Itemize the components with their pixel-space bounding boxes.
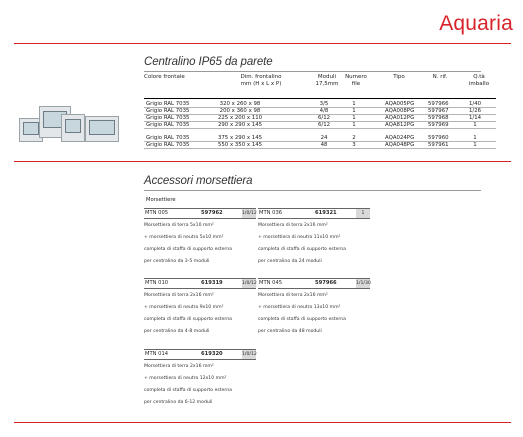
- header-moduli: Moduli 17,5mm: [315, 74, 339, 87]
- cell-qta: 1/40: [468, 101, 482, 107]
- cell-dim: 290 x 290 x 145: [217, 122, 263, 128]
- accessory-pack: 1/0/12: [242, 281, 257, 286]
- cell-file: 1: [352, 101, 356, 107]
- description-line: completa di staffa di supporto esterna: [144, 317, 232, 322]
- cell-moduli: 4/8: [319, 108, 329, 114]
- cell-colore: Grigio RAL 7035: [146, 108, 190, 114]
- cell-tipo: AQA012PG: [385, 115, 415, 121]
- accessory-item: [258, 208, 370, 264]
- description-line: per centralino da 4-8 moduli: [144, 329, 210, 334]
- accessory-header: [144, 208, 256, 219]
- accessory-code: MTN 010: [145, 280, 169, 286]
- cell-nrif: 597969: [428, 122, 449, 128]
- accessory-ref: 619320: [201, 351, 223, 357]
- description-line: completa di staffa di supporto esterna: [144, 388, 232, 393]
- cell-file: 1: [352, 122, 356, 128]
- cell-nrif: 597960: [428, 135, 449, 141]
- morsettiere-label: Morsettiere: [146, 197, 176, 203]
- cell-colore: Grigio RAL 7035: [146, 135, 190, 141]
- cell-nrif: 597968: [428, 115, 449, 121]
- cell-tipo: AQA812PG: [385, 122, 415, 128]
- section2-underline: [144, 190, 481, 191]
- accessory-description: [144, 364, 256, 405]
- cell-file: 1: [352, 115, 356, 121]
- accessory-code: MTN 014: [145, 351, 169, 357]
- header-nrif: N. rif.: [432, 74, 448, 80]
- row-rule: [144, 148, 496, 149]
- cell-file: 2: [352, 135, 356, 141]
- description-line: + morsettiera di neutro 9x10 mm²: [144, 305, 224, 310]
- accessory-item: [144, 349, 256, 405]
- header-qta: Q.tà imballo: [468, 74, 490, 87]
- row-rule: [144, 128, 496, 129]
- accessory-pack: 1/0/12: [242, 211, 257, 216]
- accessory-header: [258, 278, 370, 289]
- description-line: Morsettiera di terra 2x16 mm²: [258, 293, 328, 298]
- cell-moduli: 3/5: [319, 101, 329, 107]
- brand-logo: Aquaria: [439, 12, 513, 35]
- description-line: per centralino da 48 moduli: [258, 329, 322, 334]
- description-line: Morsettiera di terra 2x16 mm²: [144, 293, 214, 298]
- description-line: per centralino da 6-12 moduli: [144, 400, 213, 405]
- accessory-ref: 597962: [201, 210, 223, 216]
- accessory-header: [258, 208, 370, 219]
- accessory-header: [144, 349, 256, 360]
- cell-moduli: 24: [320, 135, 328, 141]
- header-rule: [144, 98, 496, 99]
- accessory-description: [144, 293, 256, 334]
- accessory-header: [144, 278, 256, 289]
- accessory-ref: 619319: [201, 280, 223, 286]
- cell-moduli: 48: [320, 142, 328, 148]
- cell-tipo: AQA005PG: [385, 101, 415, 107]
- cell-nrif: 597966: [428, 101, 449, 107]
- description-line: Morsettiera di terra 2x16 mm²: [144, 364, 214, 369]
- accessory-code: MTN 036: [259, 210, 283, 216]
- description-line: completa di staffa di supporto esterna: [258, 317, 346, 322]
- header-dim: Dim. frontalino mm (H x L x P): [240, 74, 282, 87]
- section-title-underline: [144, 71, 481, 72]
- section-title-centralino: Centralino IP65 da parete: [144, 56, 273, 68]
- accessory-code: MTN 005: [145, 210, 169, 216]
- cell-dim: 550 x 350 x 145: [217, 142, 263, 148]
- cell-dim: 375 x 290 x 145: [217, 135, 263, 141]
- accessory-item: [258, 278, 370, 334]
- description-line: + morsettiera di neutro 13x10 mm²: [258, 305, 341, 310]
- cell-dim: 225 x 200 x 110: [217, 115, 263, 121]
- cell-qta: 1: [473, 135, 477, 141]
- cell-dim: 200 x 360 x 98: [219, 108, 261, 114]
- cell-tipo: AQA008PG: [385, 108, 415, 114]
- cell-nrif: 597961: [428, 142, 449, 148]
- cell-colore: Grigio RAL 7035: [146, 122, 190, 128]
- cell-dim: 320 x 260 x 98: [219, 101, 261, 107]
- description-line: + morsettiera di neutro 12x10 mm²: [144, 376, 227, 381]
- accessory-description: [258, 293, 370, 334]
- spec-table-header: [144, 74, 496, 98]
- cell-qta: 1/14: [468, 115, 482, 121]
- cell-qta: 1: [473, 142, 477, 148]
- accessory-code: MTN 045: [259, 280, 283, 286]
- description-line: per centralino da 3-5 moduli: [144, 259, 210, 264]
- cell-file: 3: [352, 142, 356, 148]
- description-line: per centralino da 24 moduli: [258, 259, 322, 264]
- accessory-item: [144, 278, 256, 334]
- accessory-pack: 1/1/30: [356, 281, 371, 286]
- accessory-description: [144, 223, 256, 264]
- cell-colore: Grigio RAL 7035: [146, 101, 190, 107]
- description-line: completa di staffa di supporto esterna: [258, 247, 346, 252]
- cell-qta: 1/26: [468, 108, 482, 114]
- cell-tipo: AQA048PG: [385, 142, 415, 148]
- description-line: Morsettiera di terra 5x10 mm²: [144, 223, 214, 228]
- accessory-description: [258, 223, 370, 264]
- cell-moduli: 6/12: [317, 115, 331, 121]
- top-red-rule: [14, 43, 511, 44]
- description-line: + morsettiera di neutro 11x10 mm²: [258, 235, 341, 240]
- middle-red-rule: [14, 161, 511, 162]
- cell-moduli: 6/12: [317, 122, 331, 128]
- cell-tipo: AQA024PG: [385, 135, 415, 141]
- accessory-ref: 619321: [315, 210, 337, 216]
- accessory-item: [144, 208, 256, 264]
- accessory-pack: 1/0/12: [242, 352, 257, 357]
- description-line: completa di staffa di supporto esterna: [144, 247, 232, 252]
- header-tipo: Tipo: [393, 74, 405, 80]
- bottom-red-rule: [14, 422, 511, 423]
- description-line: + morsettiera di neutro 5x10 mm²: [144, 235, 224, 240]
- description-line: Morsettiera di terra 2x16 mm²: [258, 223, 328, 228]
- cell-nrif: 597967: [428, 108, 449, 114]
- cell-qta: 1: [473, 122, 477, 128]
- cell-file: 1: [352, 108, 356, 114]
- section-title-accessori: Accessori morsettiera: [144, 175, 253, 187]
- cell-colore: Grigio RAL 7035: [146, 142, 190, 148]
- header-file: Numero file: [345, 74, 367, 87]
- cell-colore: Grigio RAL 7035: [146, 115, 190, 121]
- header-colore: Colore frontale: [144, 74, 185, 80]
- accessory-pack: 1: [356, 209, 370, 218]
- accessory-ref: 597966: [315, 280, 337, 286]
